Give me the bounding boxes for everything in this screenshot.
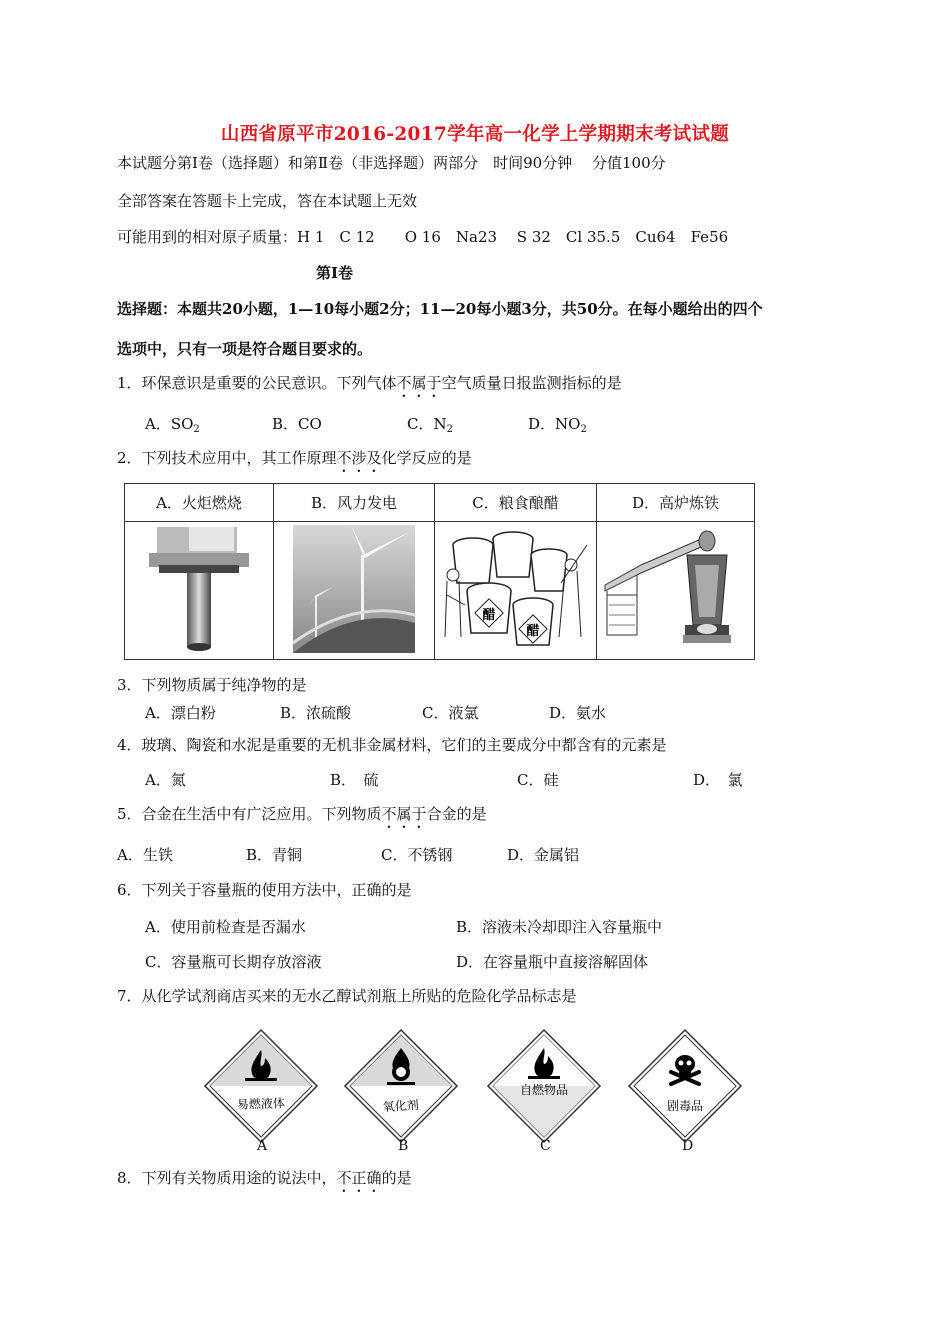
q1-emphasis: 不属于	[396, 374, 442, 392]
hazard-letter-d: D	[682, 1138, 694, 1154]
hazard-sign-toxic	[627, 1028, 743, 1144]
q1-option-d: D．$NO_2$	[528, 415, 587, 435]
q2-option-b: B．风力发电	[274, 484, 435, 522]
q3-option-c: C．液氯	[422, 704, 479, 722]
section-heading: 第Ⅰ卷	[316, 264, 354, 282]
hazard-sign-spontaneous-combustion	[486, 1028, 602, 1144]
q8-stem: 8．下列有关物质用途的说法中，不正确的是	[117, 1169, 412, 1187]
q2-option-d: D．高炉炼铁	[597, 484, 755, 522]
hazard-letter-b: B	[398, 1138, 409, 1154]
q6-stem: 6．下列关于容量瓶的使用方法中，正确的是	[117, 881, 412, 899]
hazard-sign-oxidizer	[343, 1028, 459, 1144]
section-instruction-2: 选项中，只有一项是符合题目要求的。	[117, 340, 373, 358]
q5-option-a: A．生铁	[117, 846, 173, 864]
q6-option-c: C．容量瓶可长期存放溶液	[145, 953, 322, 971]
q4-option-a: A．氮	[145, 771, 186, 789]
vinegar-label-2: 醋	[525, 623, 540, 639]
q1-option-a: A．$SO_2$	[145, 415, 200, 435]
q4-stem: 4．玻璃、陶瓷和水泥是重要的无机非金属材料，它们的主要成分中都含有的元素是	[117, 736, 667, 754]
q3-option-b: B．浓硫酸	[280, 704, 352, 722]
q5-option-b: B．青铜	[246, 846, 303, 864]
hazard-label-a: 易燃液体	[236, 1096, 286, 1112]
intro-line-1: 本试题分第Ⅰ卷（选择题）和第Ⅱ卷（非选择题）两部分 时间90分钟 分值100分	[117, 154, 666, 172]
q4-option-b: B． 硫	[330, 771, 379, 789]
q3-stem: 3．下列物质属于纯净物的是	[117, 676, 307, 694]
blast-furnace-image	[597, 522, 755, 660]
q4-option-d: D． 氯	[693, 771, 743, 789]
q5-option-c: C．不锈钢	[381, 846, 453, 864]
q2-option-a: A．火炬燃烧	[125, 484, 274, 522]
section-instruction-1: 选择题：本题共20小题，1—10每小题2分；11—20每小题3分，共50分。在每小题给出的四个	[117, 300, 763, 318]
hazard-label-b: 氧化剂	[382, 1097, 420, 1115]
q5-emphasis: 不属于	[381, 805, 427, 823]
hazard-sign-flammable-liquid	[203, 1028, 319, 1144]
q6-option-b: B．溶液未冷却即注入容量瓶中	[456, 918, 663, 936]
hazard-letter-a: A	[257, 1138, 268, 1154]
q1-stem: 1．环保意识是重要的公民意识。下列气体不属于空气质量日报监测指标的是	[117, 374, 622, 392]
intro-line-3: 可能用到的相对原子质量：H 1 C 12 O 16 Na23 S 32 Cl 35.5 Cu64 Fe56	[117, 228, 729, 246]
page-title: 山西省原平市2016-2017学年高一化学上学期期末考试试题	[220, 124, 730, 145]
q2-option-c: C．粮食酿醋	[435, 484, 597, 522]
hazard-label-c: 自燃物品	[519, 1083, 569, 1097]
q4-option-c: C．硅	[517, 771, 559, 789]
vinegar-label-1: 醋	[481, 607, 496, 623]
q1-option-b: B．CO	[272, 415, 322, 433]
q3-option-d: D．氨水	[549, 704, 607, 722]
hazard-letter-c: C	[540, 1138, 551, 1154]
q5-option-d: D．金属铝	[507, 846, 580, 864]
intro-line-2: 全部答案在答题卡上完成，答在本试题上无效	[117, 192, 418, 210]
hazard-label-d: 剧毒品	[666, 1099, 704, 1113]
wind-power-image	[274, 522, 435, 660]
q6-option-d: D．在容量瓶中直接溶解固体	[456, 953, 649, 971]
q2-stem: 2．下列技术应用中，其工作原理不涉及化学反应的是	[117, 449, 472, 467]
q1-option-c: C．$N_2$	[407, 415, 453, 435]
q7-stem: 7．从化学试剂商店买来的无水乙醇试剂瓶上所贴的危险化学品标志是	[117, 987, 577, 1005]
q2-emphasis: 不涉及	[336, 449, 382, 467]
q3-option-a: A．漂白粉	[145, 704, 216, 722]
vinegar-brewing-image	[435, 522, 597, 660]
q6-option-a: A．使用前检查是否漏水	[145, 918, 306, 936]
q2-options-table	[124, 483, 755, 660]
q8-emphasis: 不正确	[336, 1169, 382, 1187]
q5-stem: 5．合金在生活中有广泛应用。下列物质不属于合金的是	[117, 805, 487, 823]
torch-image	[125, 522, 274, 660]
